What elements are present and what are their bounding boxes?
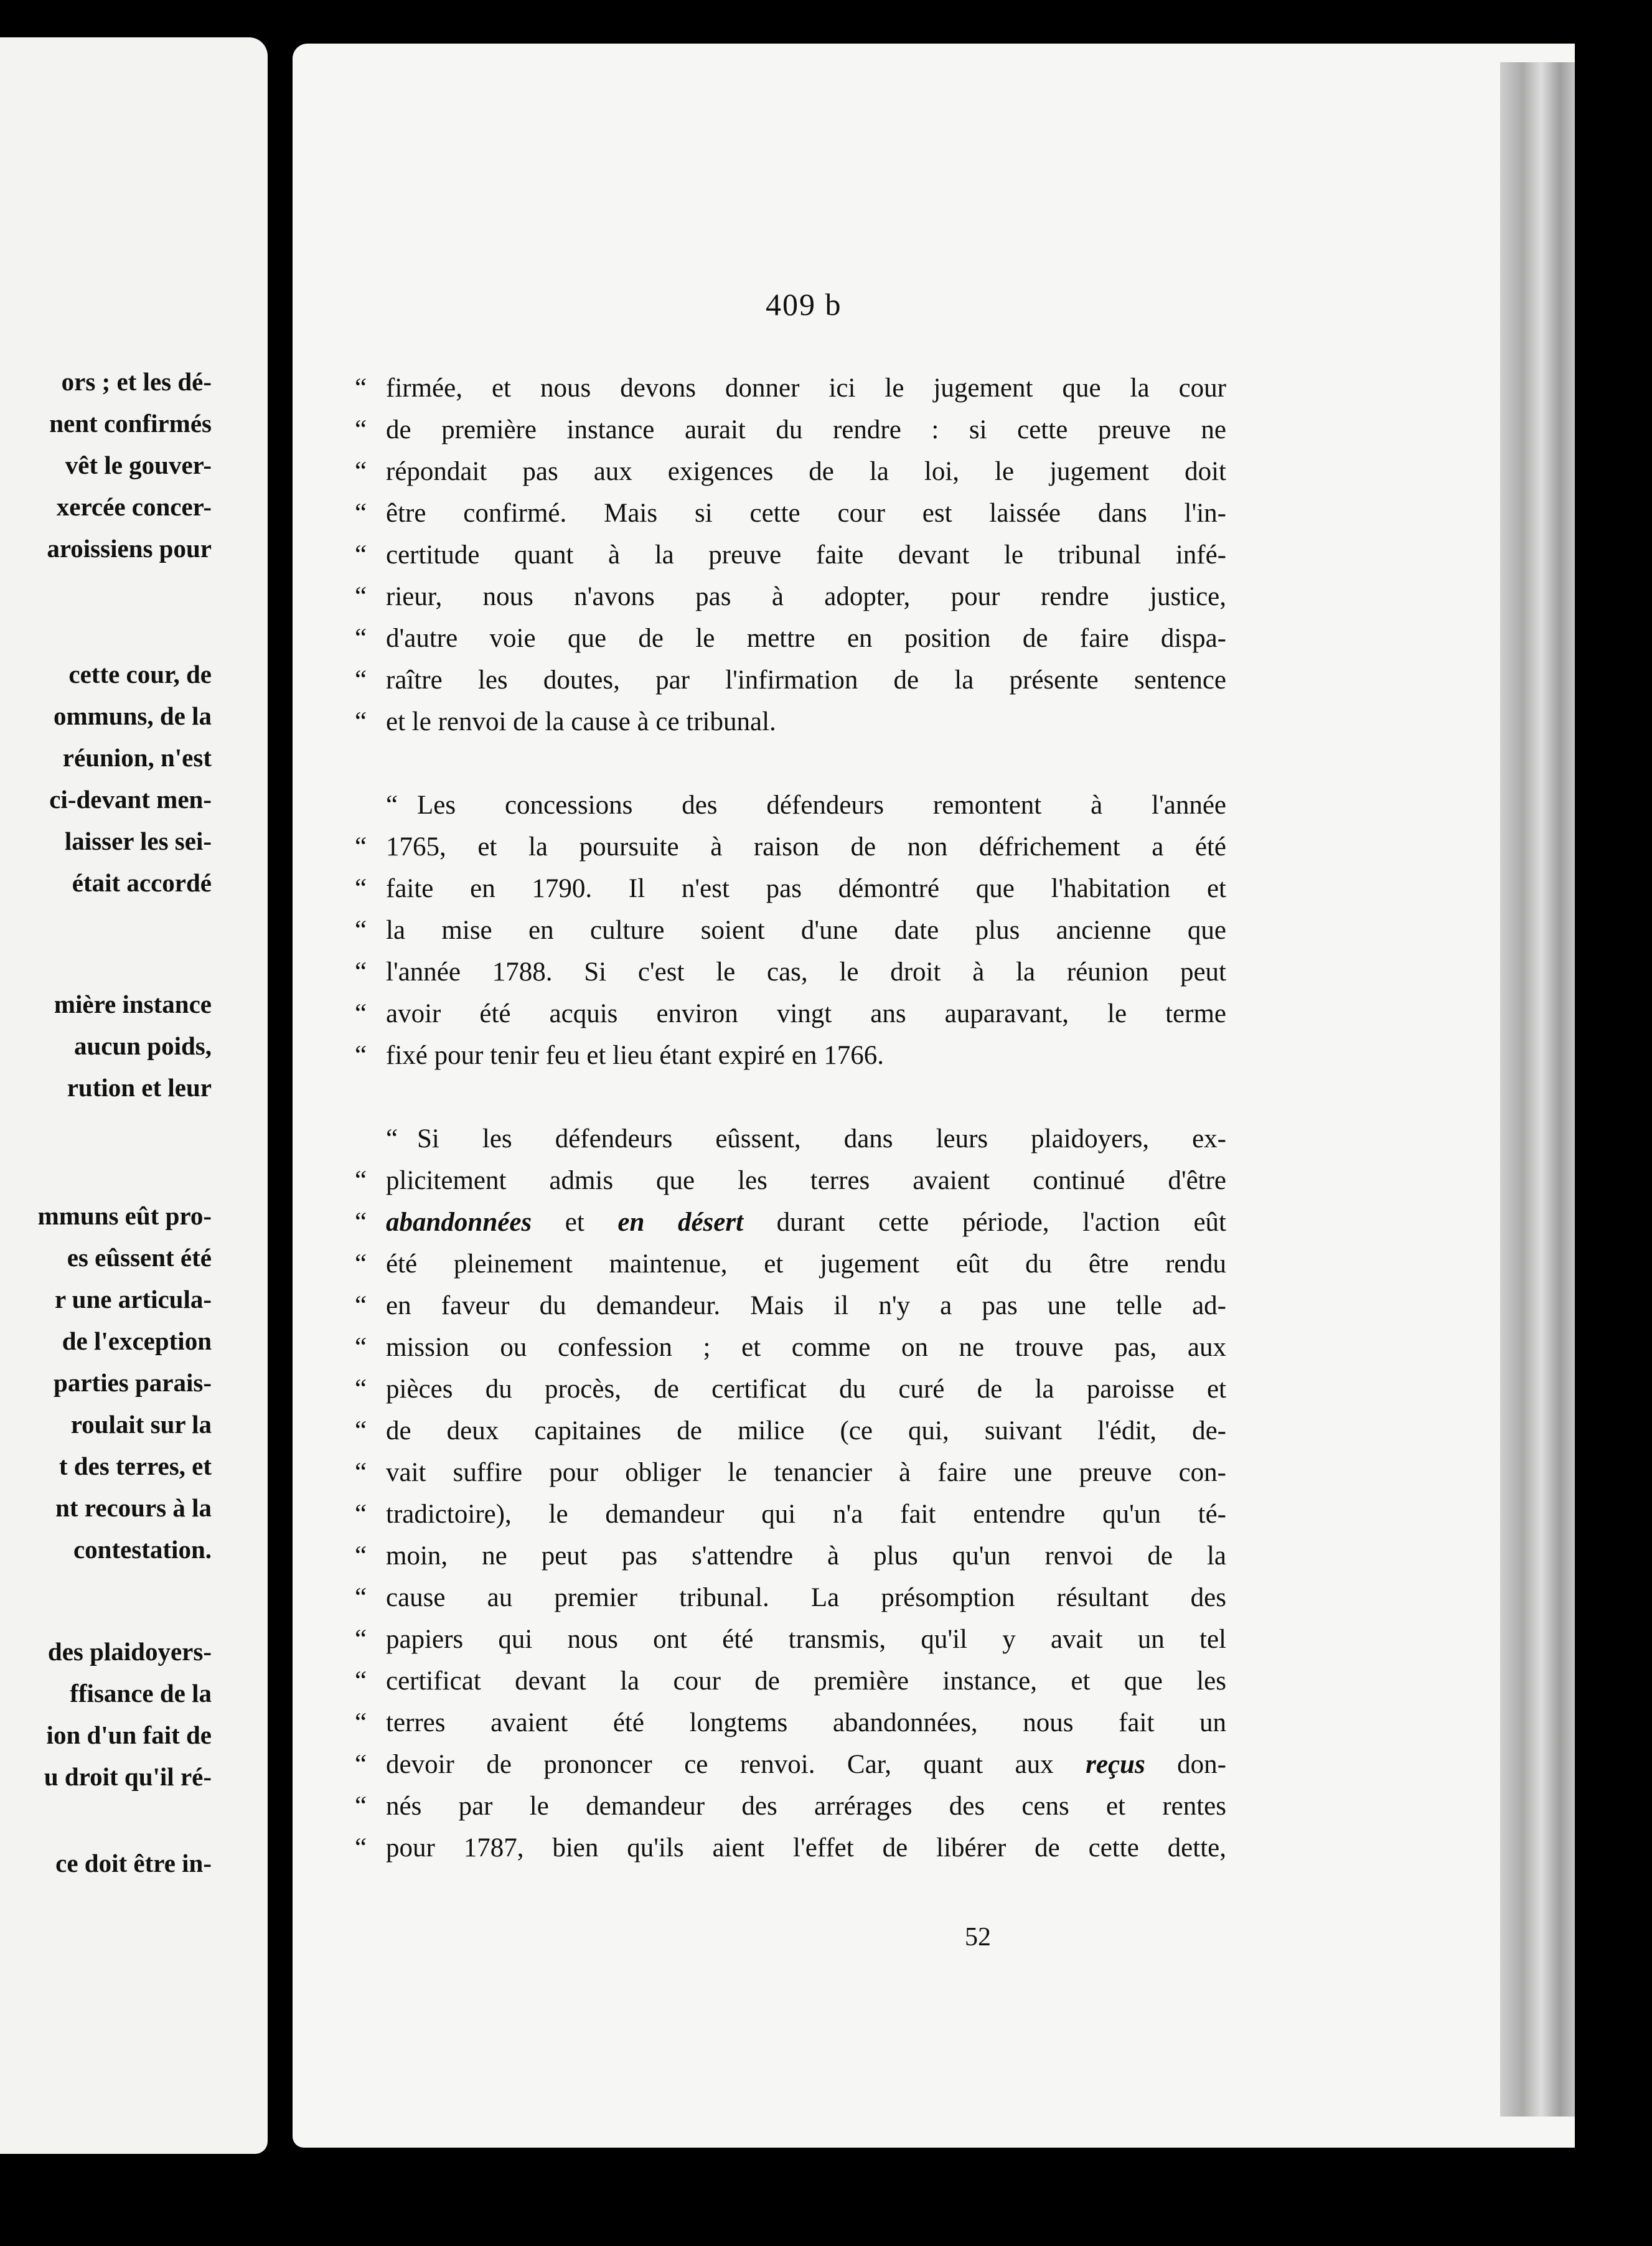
line-text-part: et — [532, 1208, 618, 1237]
quote-mark: “ — [355, 999, 367, 1028]
text-line — [355, 659, 1226, 701]
quote-mark: “ — [355, 1541, 367, 1571]
text-line — [355, 1660, 1226, 1702]
text-line — [355, 1493, 1226, 1535]
text-line — [355, 784, 1226, 826]
text-line — [355, 534, 1226, 576]
text-line — [355, 1827, 1226, 1869]
quote-mark: “ — [355, 1374, 367, 1404]
quote-mark: “ — [355, 874, 367, 903]
text-line — [355, 576, 1226, 618]
line-text: pour 1787, bien qu'ils aient l'effet de libérer de cette dette, — [386, 1833, 1226, 1863]
text-line — [355, 1744, 1226, 1785]
line-text-part: devoir de prononcer ce renvoi. Car, quant aux — [386, 1750, 1086, 1779]
quote-mark: “ — [355, 1708, 367, 1737]
quote-mark: “ — [355, 1666, 367, 1696]
left-line: de l'exception — [62, 1327, 212, 1355]
quote-mark: “ — [355, 582, 367, 611]
text-line — [355, 618, 1226, 659]
left-line: xercée concer- — [56, 492, 212, 521]
text-line — [355, 492, 1226, 534]
line-text: être confirmé. Mais si cette cour est laissée dans l'in- — [386, 499, 1226, 528]
line-text: nés par le demandeur des arrérages des cens et rentes — [386, 1792, 1226, 1821]
quote-mark: “ — [355, 1833, 367, 1863]
line-text: l'année 1788. Si c'est le cas, le droit à la réunion peut — [386, 957, 1226, 987]
line-text: faite en 1790. Il n'est pas démontré que l'habitation et — [386, 874, 1226, 903]
line-text: rieur, nous n'avons pas à adopter, pour rendre justice, — [386, 582, 1226, 611]
quote-mark: “ — [355, 1416, 367, 1445]
text-line — [355, 1535, 1226, 1577]
text-line — [355, 868, 1226, 909]
quote-mark: “ — [355, 957, 367, 987]
text-line — [355, 409, 1226, 451]
left-line: aucun poids, — [73, 1031, 212, 1060]
left-line: parties parais- — [54, 1368, 212, 1397]
line-text: plicitement admis que les terres avaient continué d'être — [386, 1166, 1226, 1195]
right-page — [293, 44, 1575, 2148]
line-text: mission ou confession ; et comme on ne trouve pas, aux — [386, 1333, 1226, 1362]
line-text — [386, 1201, 1226, 1243]
quote-mark: “ — [355, 1208, 367, 1237]
text-line — [355, 1285, 1226, 1327]
left-line: rution et leur — [67, 1073, 212, 1102]
line-text: avoir été acquis environ vingt ans auparavant, le terme — [386, 999, 1226, 1028]
text-line — [355, 1577, 1226, 1619]
left-line: contestation. — [73, 1535, 212, 1564]
line-text: de deux capitaines de milice (ce qui, suivant l'édit, de- — [386, 1416, 1226, 1445]
left-line: aroissiens pour — [47, 534, 212, 563]
line-text — [386, 1744, 1226, 1785]
text-line — [355, 1118, 1226, 1160]
quote-mark: “ — [355, 1750, 367, 1779]
left-line: mmuns eût pro- — [37, 1201, 212, 1230]
line-text: certitude quant à la preuve faite devant le tribunal infé- — [386, 540, 1226, 570]
line-text: terres avaient été longtems abandonnées, nous fait un — [386, 1708, 1226, 1737]
left-line: ion d'un fait de — [46, 1721, 212, 1749]
left-line: nent confirmés — [49, 409, 212, 438]
quote-mark: “ — [355, 457, 367, 486]
text-line — [355, 1410, 1226, 1452]
left-line: ffisance de la — [70, 1679, 212, 1708]
left-line: ce doit être in- — [55, 1849, 212, 1877]
text-line — [355, 1327, 1226, 1368]
quote-mark: “ — [355, 832, 367, 862]
quote-mark: “ — [355, 1333, 367, 1362]
quote-mark: “ — [355, 1792, 367, 1821]
text-line — [355, 951, 1226, 993]
left-line: des plaidoyers- — [47, 1637, 212, 1666]
line-text: pièces du procès, de certificat du curé de la paroisse et — [386, 1374, 1226, 1404]
left-line: ors ; et les dé- — [61, 367, 212, 396]
line-text: raître les doutes, par l'infirmation de la présente sentence — [386, 665, 1226, 695]
left-line: laisser les sei- — [64, 827, 212, 855]
left-page — [0, 37, 268, 2154]
text-line — [355, 1702, 1226, 1744]
quote-mark: “ — [355, 624, 367, 653]
left-line: cette cour, de — [68, 660, 212, 688]
left-line: vêt le gouver- — [65, 451, 212, 479]
left-line: nt recours à la — [55, 1493, 212, 1522]
quote-mark: “ — [355, 707, 367, 736]
line-text: firmée, et nous devons donner ici le jugement que la cour — [386, 374, 1226, 403]
quote-mark: “ — [355, 415, 367, 444]
text-line — [355, 451, 1226, 492]
left-line: ci-devant men- — [49, 785, 212, 814]
line-text: moin, ne peut pas s'attendre à plus qu'un renvoi de la — [386, 1541, 1226, 1571]
text-line — [355, 1035, 1226, 1076]
text-line — [355, 909, 1226, 951]
text-line — [355, 1201, 1226, 1243]
left-line: es eûssent été — [67, 1243, 212, 1272]
quote-mark: “ — [355, 1249, 367, 1279]
line-text: été pleinement maintenue, et jugement eût du être rendu — [386, 1249, 1226, 1279]
text-line — [355, 1452, 1226, 1493]
left-line: ommuns, de la — [53, 702, 212, 730]
page-number: 409 b — [766, 287, 842, 322]
line-text: tradictoire), le demandeur qui n'a fait entendre qu'un té- — [386, 1500, 1226, 1529]
left-line: mière instance — [54, 990, 212, 1018]
quote-mark: “ — [355, 540, 367, 570]
line-text: papiers qui nous ont été transmis, qu'il y avait un tel — [386, 1625, 1226, 1654]
line-text-part: don- — [1145, 1750, 1226, 1779]
line-text: en faveur du demandeur. Mais il n'y a pas une telle ad- — [386, 1291, 1226, 1320]
text-line — [355, 1243, 1226, 1285]
text-line — [355, 993, 1226, 1035]
page-edge — [1500, 62, 1575, 2117]
line-text: Si les défendeurs eûssent, dans leurs plaidoyers, ex- — [417, 1124, 1226, 1154]
quote-mark: “ — [355, 1458, 367, 1487]
left-line: u droit qu'il ré- — [44, 1762, 212, 1791]
left-line: était accordé — [72, 868, 212, 897]
line-text-part: durant cette période, l'action eût — [743, 1208, 1226, 1237]
quote-mark: “ — [355, 374, 367, 403]
line-text: Les concessions des défendeurs remontent à l'année — [417, 791, 1226, 820]
text-line — [355, 701, 1226, 743]
line-text: certificat devant la cour de première instance, et que les — [386, 1666, 1226, 1696]
line-text: d'autre voie que de le mettre en position de faire dispa- — [386, 624, 1226, 653]
text-line — [355, 1785, 1226, 1827]
quote-mark: “ — [355, 916, 367, 945]
line-text: et le renvoi de la cause à ce tribunal. — [386, 707, 776, 736]
quote-mark: “ — [355, 1166, 367, 1195]
line-text: répondait pas aux exigences de la loi, le jugement doit — [386, 457, 1226, 486]
quote-mark: “ — [355, 1291, 367, 1320]
quote-mark: “ — [355, 665, 367, 695]
quote-mark: “ — [386, 1124, 398, 1154]
quote-mark: “ — [355, 1583, 367, 1612]
italic-word: en désert — [617, 1208, 744, 1237]
left-line: roulait sur la — [70, 1410, 212, 1439]
left-line: r une articula- — [54, 1285, 212, 1313]
text-line — [355, 1619, 1226, 1660]
text-line — [355, 826, 1226, 868]
line-text: de première instance aurait du rendre : si cette preuve ne — [386, 415, 1226, 444]
quote-mark: “ — [355, 1041, 367, 1070]
line-text: vait suffire pour obliger le tenancier à faire une preuve con- — [386, 1458, 1226, 1487]
left-line: t des terres, et — [59, 1452, 212, 1480]
text-line — [355, 1368, 1226, 1410]
text-line — [355, 1160, 1226, 1201]
line-text: la mise en culture soient d'une date plus ancienne que — [386, 916, 1226, 945]
line-text: 1765, et la poursuite à raison de non défrichement a été — [386, 832, 1226, 862]
quote-mark: “ — [355, 1500, 367, 1529]
quote-mark: “ — [355, 499, 367, 528]
italic-word: reçus — [1086, 1750, 1145, 1779]
left-line: réunion, n'est — [62, 743, 212, 772]
line-text: cause au premier tribunal. La présomption résultant des — [386, 1583, 1226, 1612]
quote-mark: “ — [386, 791, 398, 820]
italic-word: abandonnées — [386, 1208, 532, 1237]
line-text: fixé pour tenir feu et lieu étant expiré en 1766. — [386, 1041, 884, 1070]
quote-mark: “ — [355, 1625, 367, 1654]
text-line — [355, 367, 1226, 409]
folio-number: 52 — [965, 1923, 991, 1952]
